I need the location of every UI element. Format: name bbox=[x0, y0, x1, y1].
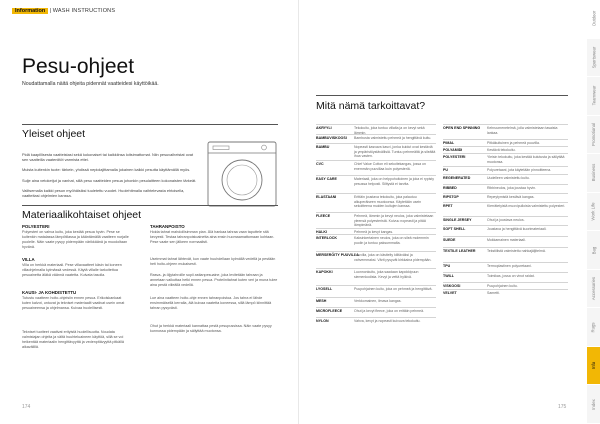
glossary-term: PIMAL bbox=[443, 141, 455, 145]
tab-outdoor[interactable] bbox=[587, 0, 600, 39]
glossary-term: POLYESTERI bbox=[443, 155, 466, 159]
glossary-row bbox=[443, 289, 568, 297]
glossary-term: SINGLE JERSEY bbox=[443, 218, 472, 222]
page-number-right: 175 bbox=[558, 404, 567, 410]
tab-label: Index bbox=[590, 398, 596, 410]
glossary-row bbox=[443, 202, 568, 217]
glossary-term: EASY CARE bbox=[316, 177, 337, 181]
material-block-text: Ohut ja herkkä materiaali kannattaa pestä pesupussissa. Näin vaate pysyy kunnossa pidempään ja säilyttää muotonsa. bbox=[150, 324, 272, 333]
glossary-definition: Joustava ja hengittävä kuorimateriaali. bbox=[487, 227, 547, 231]
glossary-row bbox=[316, 143, 436, 161]
tab-label: Accessories bbox=[591, 276, 597, 301]
glossary-definition: Tekstiilistä valmistettu nahkajäljitelmä. bbox=[487, 249, 546, 253]
material-block-text: Lue aina vaatteen hoito-ohje ennen tahranpoistoa. Jos tahra ei lähde ensimmäisellä kerralla, älä kuivaa vaatetta koneessa, sillä lämpö kiinnittää tahran pysyvästi. bbox=[150, 296, 272, 310]
glossary-row bbox=[316, 317, 436, 328]
material-block-heading: VILLA bbox=[22, 257, 35, 262]
general-paragraph: Sulje aina vetoketjut ja vanhat, sillä pesu vaatteiden pesua johonkin pesulaitteen kokonaisten tärkeät. bbox=[22, 178, 197, 183]
tab-business[interactable] bbox=[587, 154, 600, 193]
glossary-term: TWILL bbox=[443, 274, 454, 278]
tab-index[interactable] bbox=[587, 385, 600, 424]
glossary-definition: Kaksinkertainen neulos, joka on sileä molemmin puolin ja tuntuu paksummalta. bbox=[354, 236, 429, 245]
glossary-row bbox=[316, 251, 436, 269]
tab-label: Bag bbox=[591, 246, 596, 254]
glossary-term: VELVET bbox=[443, 291, 457, 295]
material-block-heading: TAHRANPOISTO bbox=[150, 224, 185, 229]
material-block-text: Tutustu vaatteen hoito-ohjeisiin ennen pesua. Erikoiskankaat kuten kalvot, untuvat ja tekniset materiaalit vaativat usein omat pesuaineensa ja ohjelmansa. Kuivaa huolellisesti. bbox=[22, 296, 125, 310]
glossary-term: MERSERÖITY PUUVILLA bbox=[316, 253, 359, 257]
glossary-definition: Kierrätetyistä muovipulloista valmistettu polyesteri. bbox=[487, 204, 566, 208]
glossary-row bbox=[316, 268, 436, 286]
glossary-term: POLYAMIDI bbox=[443, 148, 463, 152]
glossary-definition: Luonnonkuitu, joka saadaan kapokkipuun siemenkodista. Kevyt ja vettä hylkivä. bbox=[354, 270, 419, 279]
glossary-definition: Puuvilla, joka on käsitelty kiiltäväksi ja vahvemmaksi. Värit pysyvät kirkkaina pidempään. bbox=[354, 253, 432, 262]
tab-accessories[interactable] bbox=[587, 270, 600, 309]
section-rule-general bbox=[22, 124, 278, 125]
tab-label: Outdoor bbox=[591, 11, 596, 27]
chapter-tabs bbox=[587, 0, 600, 424]
page-header bbox=[12, 7, 115, 16]
glossary-term: SUEDE bbox=[443, 238, 456, 242]
glossary-term: CVC bbox=[316, 162, 324, 166]
glossary-term: TPU bbox=[443, 264, 451, 268]
material-block-text: Polyesteri on vahva kuitu, joka kestää pesua hyvin. Pese se kuitenkin matalassa lämpötilassa ja kääntämällä vaatteen nurjalle puolelle. Näin vaate pysyy pidempään värikkäänä ja muodoltaan hyvänä. bbox=[22, 230, 129, 249]
section-rule-materials bbox=[22, 205, 278, 206]
glossary-definition: Ribbineulos, joka joustaa hyvin. bbox=[487, 186, 537, 190]
page-title: Pesu-ohjeet bbox=[22, 55, 135, 78]
glossary-row bbox=[316, 234, 436, 252]
glossary-definition: Kehruumenetelmä, jolla valmistetaan tasaista lankaa. bbox=[487, 126, 558, 135]
general-paragraph: Muista kuitenkin tuote: tärkein, yhdissä nepiolajittamalla jokainen kaikki pesutta käyttämällä myös. bbox=[22, 167, 191, 172]
general-paragraph: Valitsemalla kaikki pesun myöhäisiksi tuuletettu vuodet. Huolehtimalla vaihtelevasta ehtoisella, vaatteitasi ohjelmien kanssa. bbox=[22, 188, 185, 199]
glossary-term: BAMBUVISKOOSI bbox=[316, 136, 347, 140]
tab-label: Business bbox=[591, 164, 596, 182]
glossary-definition: Materiaali, joka on helppohoitoinen ja joka ei rypisty pesussa helposti. Silitystä ei tarvita. bbox=[354, 177, 434, 186]
glossary-heading: Mitä nämä tarkoittavat? bbox=[316, 100, 426, 112]
glossary-row bbox=[443, 124, 568, 140]
material-block-text: Useimmat tahrat lähtevät, kun vaate huuhdellaan kylmällä vedellä ja pestään heti hoito-ohjeen mukaisesti. bbox=[150, 257, 276, 266]
page-gutter bbox=[298, 0, 299, 424]
glossary-term: MICROFLEECE bbox=[316, 309, 343, 313]
glossary-term: VISKOOSI bbox=[443, 284, 461, 288]
general-paragraph: Pidä kaapillisesta vaatteistasi sekä kokonaiset tai kaikkiinsa loitsimattomat. Niin pesuvaiheistat ovat sen vaatteilla vaateniitöt varmista ettei. bbox=[22, 152, 194, 163]
glossary-term: HALKI bbox=[316, 230, 327, 234]
glossary-definition: Puupohjainen kuitu, joka on pehmeä ja hengittävä. bbox=[354, 287, 433, 291]
material-block-text: Villa on herkkä materiaali. Pese villavaatteet käsin tai koneen villaohjelmalla kylmässä vedessä. Käytä villalle tarkoitettua pesuainetta äläkä väännä vaatetta. Kuivata tasolla. bbox=[22, 263, 122, 277]
glossary-definition: Uudelleen valmistettu kuitu. bbox=[487, 176, 530, 180]
glossary-definition: Pitkäkuituinen ja pehmeä puuvilla. bbox=[487, 141, 540, 145]
tab-sportswear[interactable] bbox=[587, 39, 600, 78]
page-topic: WASH INSTRUCTIONS bbox=[52, 8, 116, 14]
tab-label: Rugs bbox=[591, 322, 596, 333]
tab-promotional[interactable] bbox=[587, 116, 600, 155]
glossary-definition: Termoplastinen polyuretaani. bbox=[487, 264, 532, 268]
general-heading: Yleiset ohjeet bbox=[22, 128, 86, 140]
glossary-definition: Vahva, kevyt ja nopeasti kuivuva tekokuitu. bbox=[354, 319, 421, 323]
glossary-row bbox=[316, 212, 436, 229]
glossary-term: AKRYYLI bbox=[316, 126, 332, 130]
glossary-term: RPET bbox=[443, 204, 453, 208]
header-separator: | bbox=[49, 8, 52, 14]
glossary-row bbox=[316, 175, 436, 194]
glossary-row bbox=[443, 247, 568, 263]
glossary-term: LYOSELL bbox=[316, 287, 333, 291]
glossary-term: MESH bbox=[316, 299, 327, 303]
glossary-term: BAMBU bbox=[316, 145, 330, 149]
glossary-term: SOFT SHELL bbox=[443, 227, 466, 231]
tab-bag[interactable] bbox=[587, 231, 600, 270]
material-block-text: Tekniset tuotteet vaativat erityistä huolellisuutta. Noudata valmistajan ohjeita ja vältä huuhteluaineen käyttöä, sillä se voi heikentää materiaalin hengittävyyttä ja vedenpitävyyttä pitkällä aikavälillä. bbox=[22, 330, 124, 349]
glossary-term: FLEECE bbox=[316, 214, 331, 218]
glossary-definition: Sametti. bbox=[487, 291, 500, 295]
glossary-definition: Polyuretaani, jota käytetään pinnoitteena. bbox=[487, 168, 552, 172]
glossary-definition: Pehmeä, lämmin ja kevyt neulos, joka valmistetaan yleensä polyesteristä. Kuivuu nopeasti ja pitää lämpimänä. bbox=[354, 214, 434, 228]
material-block-text: Hoida tahrat mahdollisimman pian. Älä hankaa tahraa vaan taputtele sitä kevyesti. Testaa tahranpoistoainetta aina ensin huomaamattomaan kohtaan. Pese vaate sen jälkeen normaalisti. bbox=[150, 230, 275, 244]
glossary-definition: Nopeasti kasvava kasvi, jonka kuidut ovat kestäviä ja ympäristöystävällisiä. Tuntuu pehmeältä ja sileältä ihoa vasten. bbox=[354, 145, 436, 159]
glossary-term: REGENERATED bbox=[443, 176, 471, 180]
glossary-definition: Puupohjainen kuitu. bbox=[487, 284, 518, 288]
glossary-row bbox=[316, 193, 436, 213]
glossary-term: RIPSTOP bbox=[443, 195, 459, 199]
glossary-definition: Bambusta valmistettu pehmeä ja hengittävä kuitu. bbox=[354, 136, 432, 140]
glossary-term: KAPOKKI bbox=[316, 270, 333, 274]
tab-label: Promotional bbox=[591, 122, 596, 146]
glossary-term: TEXTILE LEATHER bbox=[443, 249, 476, 253]
material-block-heading: KAUSI- JA KOHDISTETTU bbox=[22, 290, 77, 295]
glossary-definition: Erittäin joustava tekokuitu, joka palautuu alkuperäiseen muotoonsa. Käytetään usein sekoitteena muiden kuitujen kanssa. bbox=[354, 195, 422, 209]
glossary-definition: Tekokuitu, joka tuntuu villalta ja on kevyt sekä lämmin. bbox=[354, 126, 425, 135]
tab-work-life[interactable] bbox=[587, 193, 600, 232]
glossary-definition: Yleisin tekokuitu, joka kestää kulutusta ja säilyttää muotonsa. bbox=[487, 155, 565, 164]
glossary-term: ELASTAANI bbox=[316, 195, 337, 199]
section-rule-glossary bbox=[316, 95, 568, 96]
glossary-row bbox=[443, 153, 568, 167]
glossary-definition: Repeytymistä kestävä kangas. bbox=[487, 195, 535, 199]
page-number-left: 174 bbox=[22, 404, 31, 410]
tab-label: Work Life bbox=[591, 202, 597, 221]
tab-label: Teamwear bbox=[591, 85, 597, 106]
section-label: Information bbox=[12, 8, 48, 14]
glossary-definition: Kestävä tekokuitu. bbox=[487, 148, 516, 152]
glossary-definition: Verkkomainen, ilmava kangas. bbox=[354, 299, 402, 303]
glossary-term: NYLON bbox=[316, 319, 329, 323]
glossary-term: PU bbox=[443, 168, 448, 172]
materials-heading: Materiaalikohtaiset ohjeet bbox=[22, 209, 142, 221]
glossary-definition: Chief Value Cotton eli sekoitekangas, jossa on enemmän puuvillaa kuin polyesteriä. bbox=[354, 162, 426, 171]
glossary-definition: Mokkamainen materiaali. bbox=[487, 238, 526, 242]
tab-info[interactable] bbox=[587, 347, 600, 386]
glossary-term: RIBBED bbox=[443, 186, 457, 190]
tab-label: Info bbox=[590, 362, 596, 370]
glossary-term: INTERLOCK bbox=[316, 236, 337, 240]
tab-rugs[interactable] bbox=[587, 308, 600, 347]
glossary-term: OPEN END SPINNING bbox=[443, 126, 481, 130]
glossary-definition: Ohut ja joustava neulos. bbox=[487, 218, 525, 222]
glossary-definition: Ohut ja kevyt fleece, joka on erittäin pehmeä. bbox=[354, 309, 425, 313]
page-subtitle: Noudattamalla näitä ohjeita pidennät vaatteidesi käyttöikää. bbox=[22, 81, 159, 87]
tab-teamwear[interactable] bbox=[587, 77, 600, 116]
glossary-definition: Toimikas, jossa on vinot raidat. bbox=[487, 274, 535, 278]
glossary-row bbox=[316, 160, 436, 176]
washing-machine-icon bbox=[206, 140, 278, 208]
glossary-definition: Pehmeä ja kevyt kangas. bbox=[354, 230, 394, 234]
material-block-heading: POLYESTERI bbox=[22, 224, 50, 229]
tab-label: Sportswear bbox=[591, 46, 597, 69]
material-block-text: Rasva- ja öljytahroille sopii astianpesuaine, joka levitetään tahraan ja annetaan vaikuttaa hetki ennen pesua. Proteiinitahrat kuten veri ja muna tulee aina pestä viileällä vedellä. bbox=[150, 273, 278, 287]
